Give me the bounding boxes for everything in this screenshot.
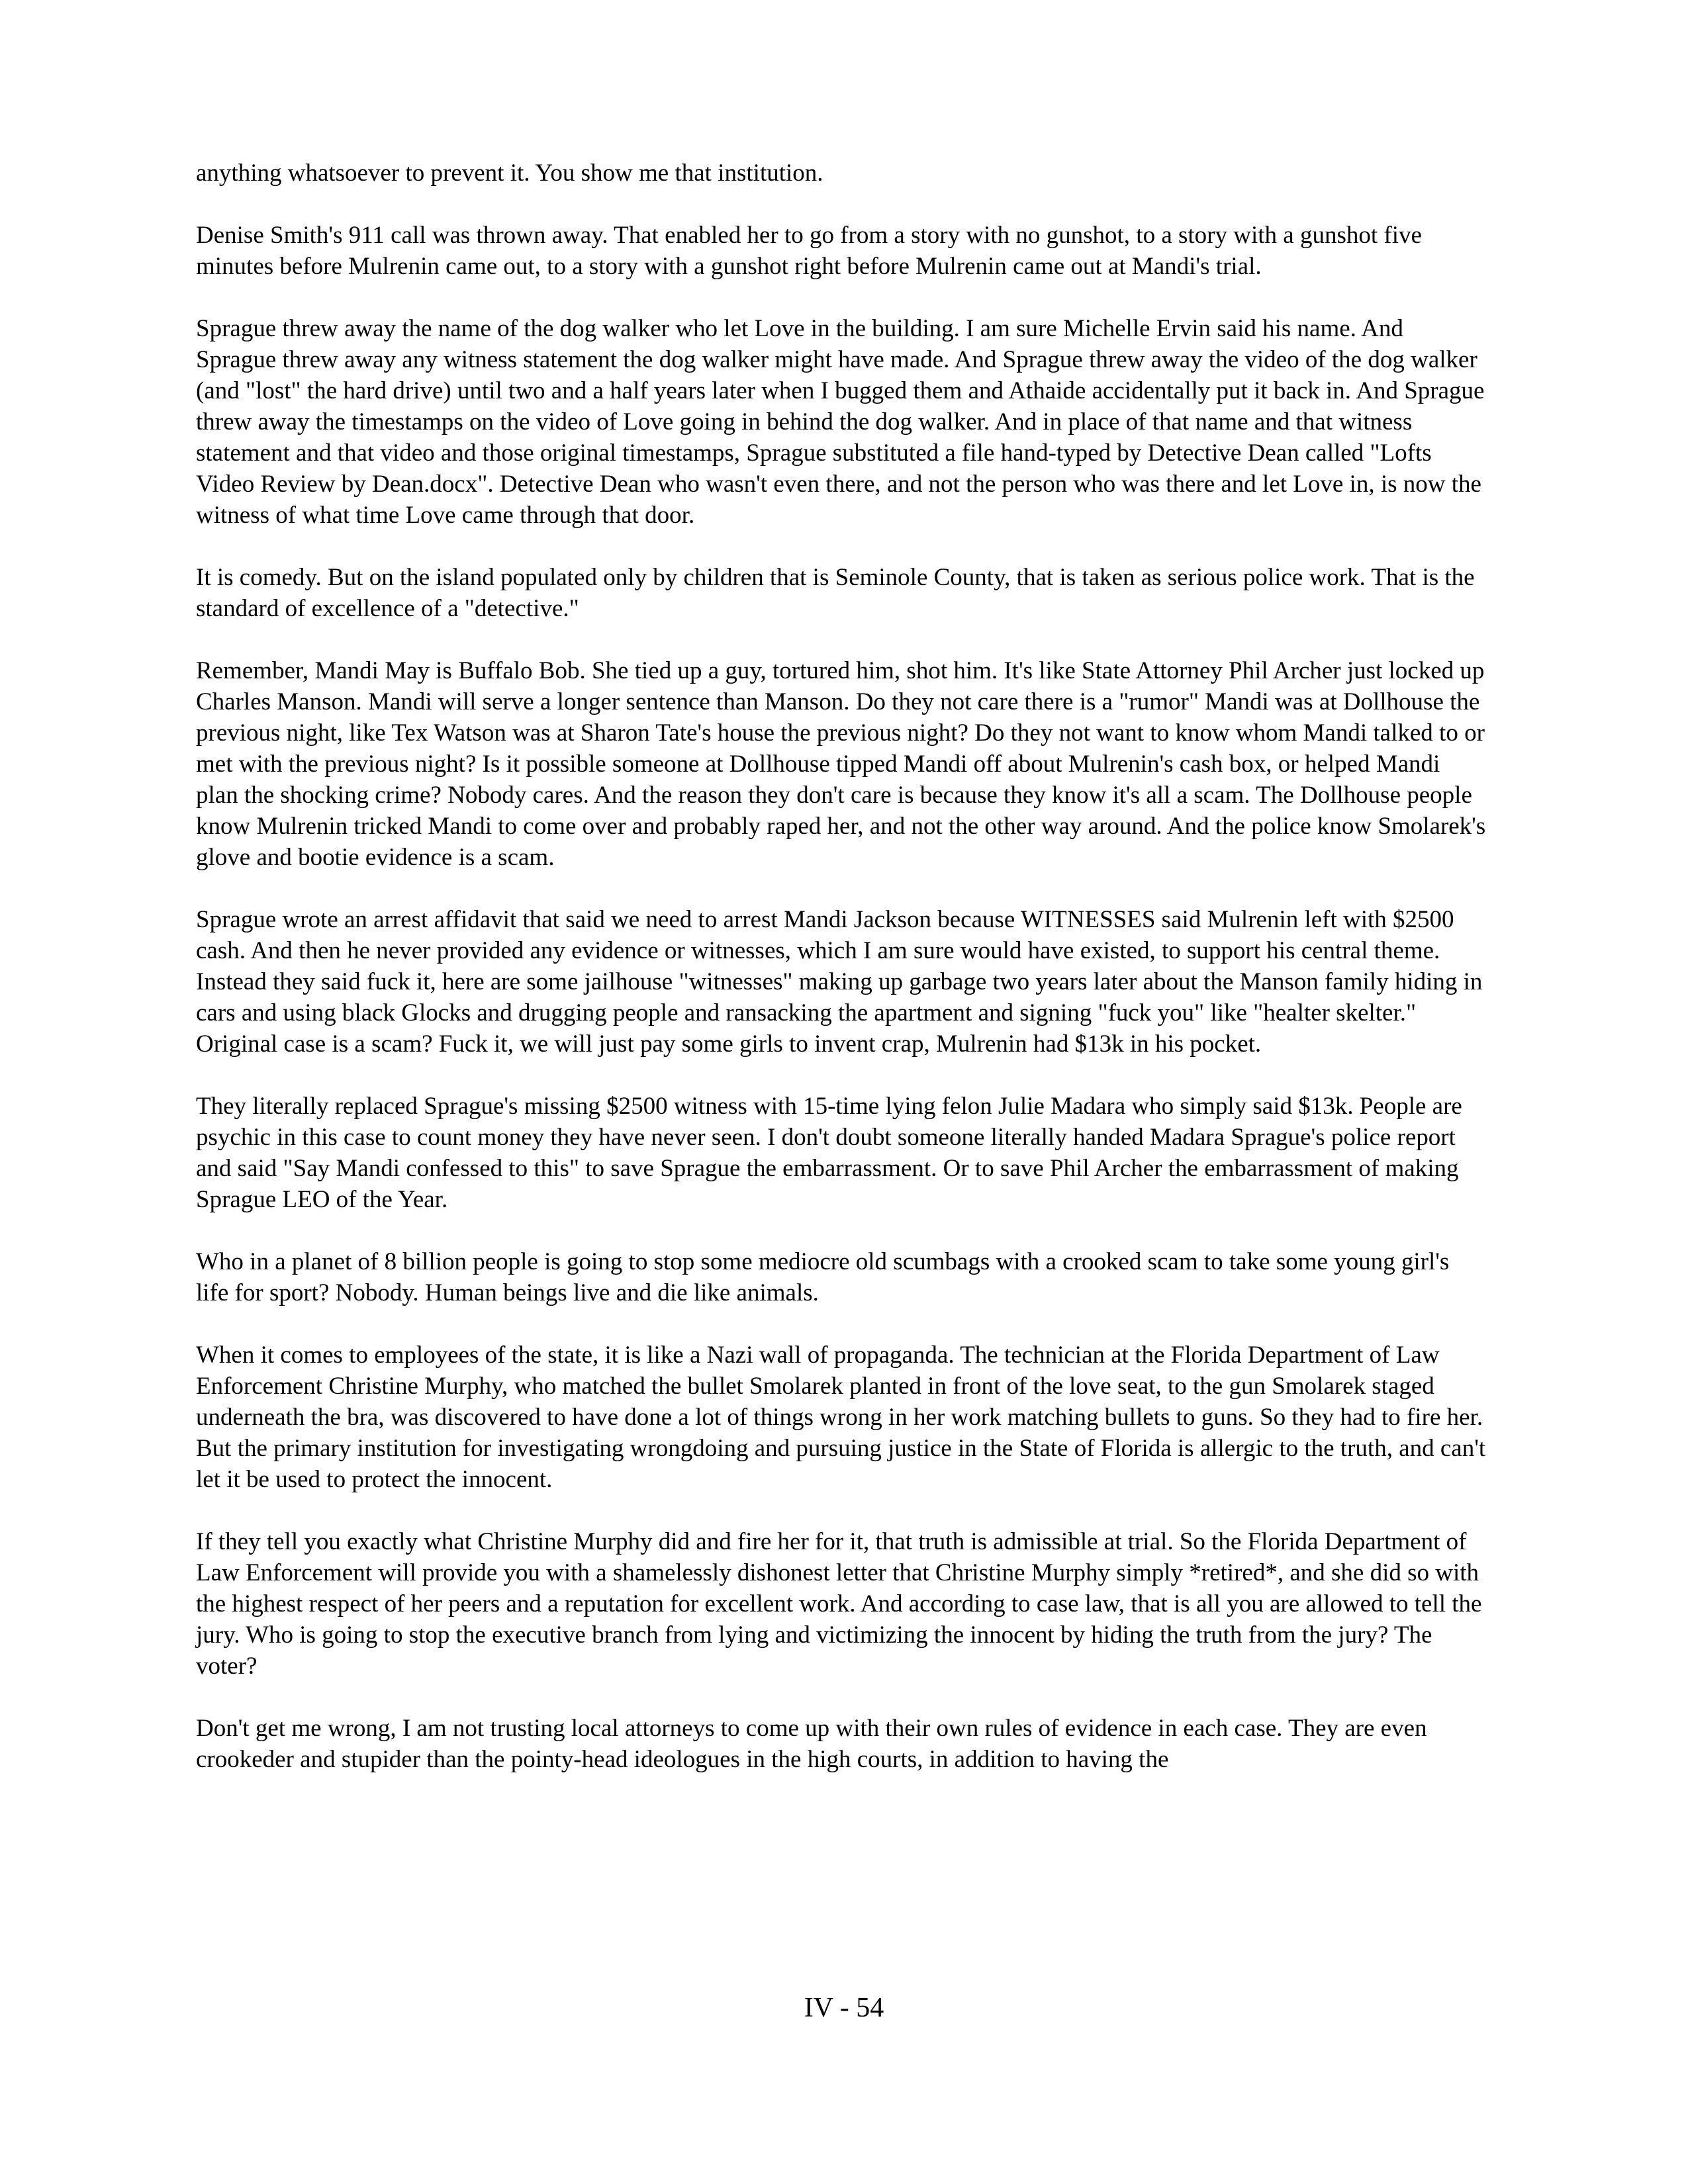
paragraph: Don't get me wrong, I am not trusting local attorneys to come up with their own rules of evidence in each case. They are even crookeder and stupider than the pointy-head ideologues in the high courts, in addition to having the (196, 1715, 1427, 1773)
paragraph: Denise Smith's 911 call was thrown away. That enabled her to go from a story with no gunshot, to a story with a gunshot five minutes before Mulrenin came out, to a story with a gunshot right before Mulrenin came out at Mandi's trial. (196, 222, 1422, 280)
paragraph: Sprague wrote an arrest affidavit that said we need to arrest Mandi Jackson because WITNESSES said Mulrenin left with $2500 cash. And then he never provided any evidence or witnesses, which I am sure would have existed, to support his central theme. Instead they said fuck it, here are some jailhouse "witnesses" making up garbage two years later about the Manson family hiding in cars and using black Glocks and drugging people and ransacking the apartment and signing "fuck you" like "healter skelter." Original case is a scam? Fuck it, we will just pay some girls to invent crap, Mulrenin had $13k in his pocket. (196, 906, 1483, 1058)
paragraph: When it comes to employees of the state, it is like a Nazi wall of propaganda. The technician at the Florida Department of Law Enforcement Christine Murphy, who matched the bullet Smolarek planted in front of the love seat, to the gun Smolarek staged underneath the bra, was discovered to have done a lot of things wrong in her work matching bullets to guns. So they had to fire her. But the primary institution for investigating wrongdoing and pursuing justice in the State of Florida is allergic to the truth, and can't let it be used to protect the innocent. (196, 1342, 1486, 1493)
page-number: IV - 54 (804, 1993, 884, 2023)
document-body (196, 158, 1487, 1806)
paragraph: Sprague threw away the name of the dog walker who let Love in the building. I am sure Michelle Ervin said his name. And Sprague threw away any witness statement the dog walker might have made. And Sprague threw away the video of the dog walker (and "lost" the hard drive) until two and a half years later when I bugged them and Athaide accidentally put it back in. And Sprague threw away the timestamps on the video of Love going in behind the dog walker. And in place of that name and that witness statement and that video and those original timestamps, Sprague substituted a file hand-typed by Detective Dean called "Lofts Video Review by Dean.docx". Detective Dean who wasn't even there, and not the person who was there and let Love in, is now the witness of what time Love came through that door. (196, 315, 1485, 529)
paragraph: It is comedy. But on the island populated only by children that is Seminole County, that is taken as serious police work. That is the standard of excellence of a "detective." (196, 564, 1475, 622)
paragraph: anything whatsoever to prevent it. You show me that institution. (196, 159, 823, 187)
paragraph: Remember, Mandi May is Buffalo Bob. She tied up a guy, tortured him, shot him. It's like State Attorney Phil Archer just locked up Charles Manson. Mandi will serve a longer sentence than Manson. Do they not care there is a "rumor" Mandi was at Dollhouse the previous night, like Tex Watson was at Sharon Tate's house the previous night? Do they not want to know whom Mandi talked to or met with the previous night? Is it possible someone at Dollhouse tipped Mandi off about Mulrenin's cash box, or helped Mandi plan the shocking crime? Nobody cares. And the reason they don't care is because they know it's all a scam. The Dollhouse people know Mulrenin tricked Mandi to come over and probably raped her, and not the other way around. And the police know Smolarek's glove and bootie evidence is a scam. (196, 657, 1486, 871)
paragraph: They literally replaced Sprague's missing $2500 witness with 15-time lying felon Julie Madara who simply said $13k. People are psychic in this case to count money they have never seen. I don't doubt someone literally handed Madara Sprague's police report and said "Say Mandi confessed to this" to save Sprague the embarrassment. Or to save Phil Archer the embarrassment of making Sprague LEO of the Year. (196, 1093, 1462, 1213)
paragraph: If they tell you exactly what Christine Murphy did and fire her for it, that truth is admissible at trial. So the Florida Department of Law Enforcement will provide you with a shamelessly dishonest letter that Christine Murphy simply *retired*, and she did so with the highest respect of her peers and a reputation for excellent work. And according to case law, that is all you are allowed to tell the jury. Who is going to stop the executive branch from lying and victimizing the innocent by hiding the truth from the jury? The voter? (196, 1528, 1482, 1680)
paragraph: Who in a planet of 8 billion people is going to stop some mediocre old scumbags with a crooked scam to take some young girl's life for sport? Nobody. Human beings live and die like animals. (196, 1248, 1450, 1306)
